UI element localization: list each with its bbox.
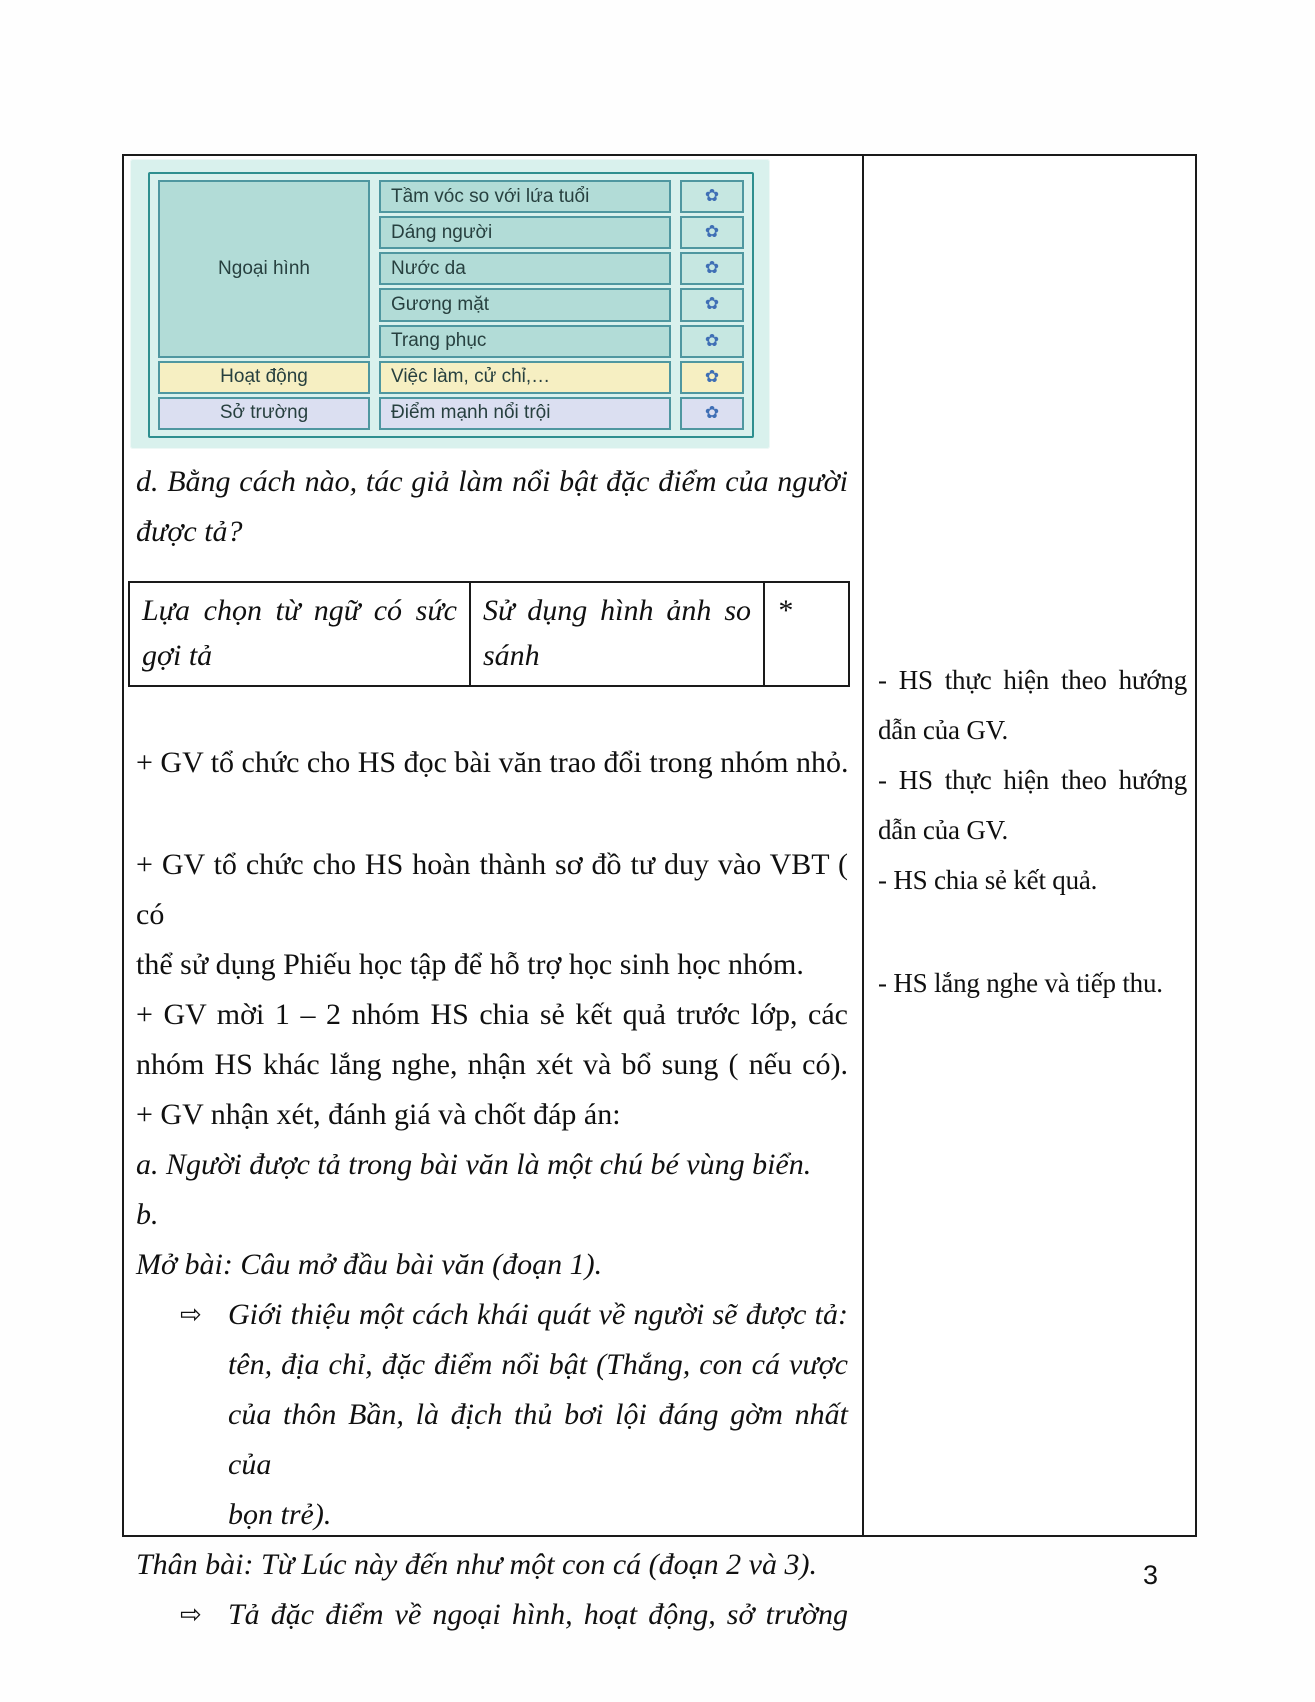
diagram-cell-attribute xyxy=(379,361,671,394)
student-activities-column xyxy=(864,156,1195,1535)
diagram-cell-attribute xyxy=(379,288,671,321)
diagram-cell-attribute xyxy=(379,397,671,430)
arrow-gioi-thieu-line3: của thôn Bần, là địch thủ bơi lội đáng gờm nhất của xyxy=(228,1398,848,1481)
diagram-icon-cell xyxy=(680,252,744,285)
flower-gear-icon: ✿ xyxy=(704,258,720,279)
answer-mini-table xyxy=(128,581,850,687)
diagram-cell-attribute xyxy=(379,325,671,358)
diagram-label: Ngoại hình xyxy=(218,257,310,279)
hs-thuc-hien-1-line1: - HS thực hiện theo hướng xyxy=(878,665,1187,695)
question-d-line2: được tả? xyxy=(136,515,243,548)
flower-gear-icon: ✿ xyxy=(704,294,720,315)
diagram-cell-attribute xyxy=(379,180,671,213)
diagram-icon-cell xyxy=(680,180,744,213)
mini-table-cell-2-line1: Sử dụng hình ảnh so xyxy=(483,594,751,627)
diagram-cell-attribute xyxy=(379,216,671,249)
answer-mo-bai: Mở bài: Câu mở đầu bài văn (đoạn 1). xyxy=(136,1248,603,1281)
hs-thuc-hien-2-line2: dẫn của GV. xyxy=(878,815,1009,845)
diagram-attr-label: Nước da xyxy=(391,257,466,279)
answer-than-bai: Thân bài: Từ Lúc này đến như một con cá (đoạn 2 và 3). xyxy=(136,1548,817,1581)
diagram-attr-label: Điểm mạnh nổi trội xyxy=(391,402,551,424)
flower-gear-icon: ✿ xyxy=(704,186,720,207)
paragraph-gv-moi-nhom-line2: nhóm HS khác lắng nghe, nhận xét và bổ sung ( nếu có). xyxy=(136,1048,848,1081)
arrow-gioi-thieu-line2: tên, địa chỉ, đặc điểm nổi bật (Thắng, con cá vược xyxy=(228,1348,848,1381)
teacher-activities-column xyxy=(124,156,864,1631)
embedded-diagram-image xyxy=(130,159,770,449)
diagram-cell-hoat-dong xyxy=(158,361,370,394)
diagram-label: Sở trường xyxy=(219,402,309,424)
diagram-label: Hoạt động xyxy=(220,366,308,388)
diagram-icon-cell xyxy=(680,397,744,430)
right-arrow-icon: ⇨ xyxy=(180,1600,202,1630)
flower-gear-icon: ✿ xyxy=(704,330,720,351)
answer-a: a. Người được tả trong bài văn là một chú bé vùng biển. xyxy=(136,1148,812,1181)
arrow-gioi-thieu-line4: bọn trẻ). xyxy=(228,1498,332,1531)
paragraph-gv-moi-nhom-line1: + GV mời 1 – 2 nhóm HS chia sẻ kết quả trước lớp, các xyxy=(136,998,848,1031)
hs-thuc-hien-1-line2: dẫn của GV. xyxy=(878,715,1009,745)
mini-table-cell-2-line2: sánh xyxy=(483,639,540,672)
flower-gear-icon: ✿ xyxy=(704,222,720,243)
mini-table-cell-1-line2: gợi tả xyxy=(142,639,213,672)
paragraph-gv-nhan-xet: + GV nhận xét, đánh giá và chốt đáp án: xyxy=(136,1098,621,1131)
diagram-icon-cell xyxy=(680,361,744,394)
mini-table-cell-1-line1: Lựa chọn từ ngữ có sức xyxy=(142,594,457,627)
paragraph-gv-doc-bai-van: + GV tổ chức cho HS đọc bài văn trao đổi trong nhóm nhỏ. xyxy=(136,746,849,779)
diagram-icon-cell xyxy=(680,325,744,358)
arrow-ta-dac-diem-line1: Tả đặc điểm về ngoại hình, hoạt động, sở trường xyxy=(228,1598,848,1631)
flower-gear-icon: ✿ xyxy=(704,402,720,423)
mini-table-cell-2 xyxy=(471,583,765,685)
hs-chia-se-ket-qua: - HS chia sẻ kết quả. xyxy=(878,865,1098,895)
diagram-attr-label: Tầm vóc so với lứa tuổi xyxy=(391,185,590,207)
diagram-cell-ngoai-hinh xyxy=(158,180,370,358)
arrow-gioi-thieu-line1: Giới thiệu một cách khái quát về người sẽ được tả: xyxy=(228,1298,848,1331)
flower-gear-icon: ✿ xyxy=(704,366,720,387)
diagram-attr-label: Gương mặt xyxy=(391,293,490,315)
diagram-attr-label: Việc làm, cử chỉ,… xyxy=(391,366,551,388)
answer-arrow-ta-dac-diem xyxy=(136,1590,848,1640)
diagram-attr-label: Trang phục xyxy=(391,330,487,352)
diagram-icon-cell xyxy=(680,288,744,321)
paragraph-gv-so-do-line1: + GV tổ chức cho HS hoàn thành sơ đồ tư duy vào VBT ( có xyxy=(136,848,848,931)
lesson-plan-table xyxy=(122,154,1197,1631)
answer-b: b. xyxy=(136,1198,159,1231)
mini-table-cell-3: * xyxy=(777,594,792,627)
hs-thuc-hien-2-line1: - HS thực hiện theo hướng xyxy=(878,765,1187,795)
paragraph-gv-so-do-line2: thể sử dụng Phiếu học tập để hỗ trợ học sinh học nhóm. xyxy=(136,948,804,981)
diagram-cell-attribute xyxy=(379,252,671,285)
diagram-attr-label: Dáng người xyxy=(391,221,493,243)
diagram-icon-cell xyxy=(680,216,744,249)
question-d-line1: d. Bằng cách nào, tác giả làm nổi bật đặc điểm của người xyxy=(136,465,848,498)
description-attributes-diagram xyxy=(148,172,754,438)
answer-arrow-gioi-thieu xyxy=(136,1290,848,1540)
diagram-cell-so-truong xyxy=(158,397,370,430)
mini-table-cell-1 xyxy=(130,583,471,685)
page-number: 3 xyxy=(1143,1560,1159,1590)
hs-lang-nghe: - HS lắng nghe và tiếp thu. xyxy=(878,968,1163,998)
right-arrow-icon: ⇨ xyxy=(180,1300,202,1330)
